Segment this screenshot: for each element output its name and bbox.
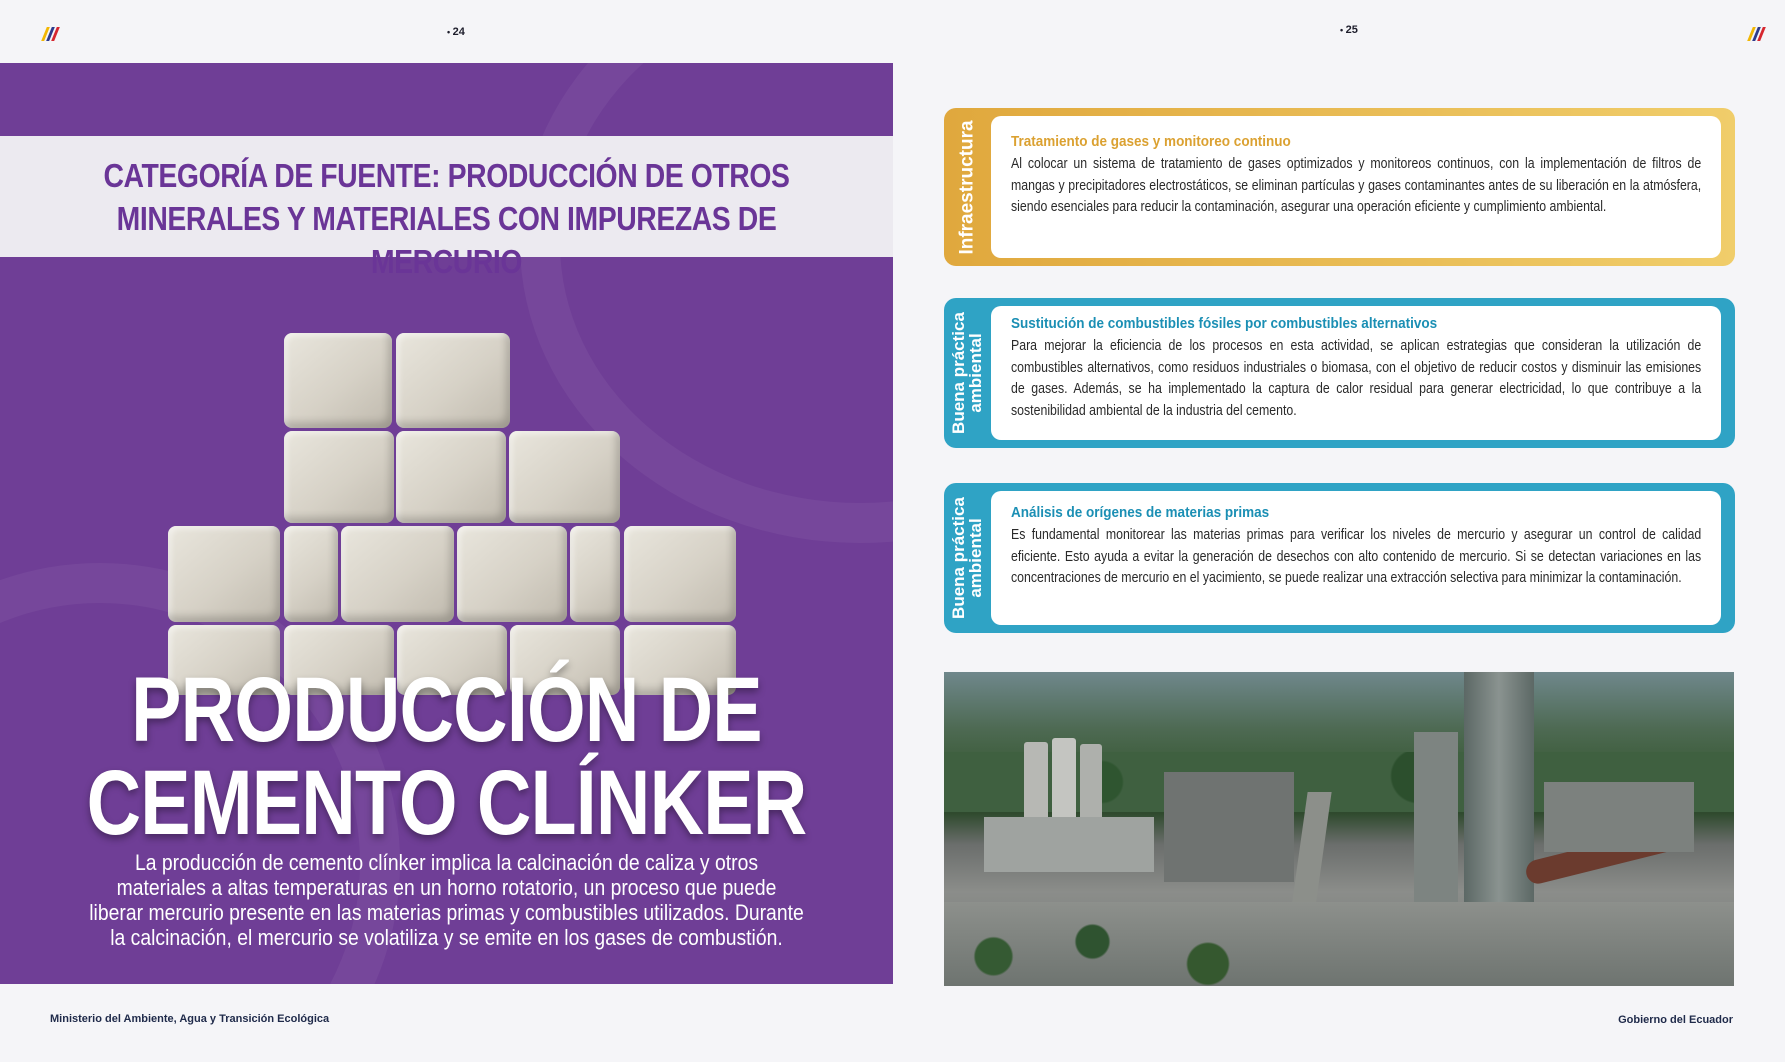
page-number-right: • 25 bbox=[1340, 24, 1358, 36]
category-title-line-2: MINERALES Y MATERIALES CON IMPUREZAS DE MERCURIO bbox=[116, 200, 777, 280]
photo-tower bbox=[1414, 732, 1458, 912]
tab-label-buena-practica bbox=[950, 497, 984, 619]
page-number-left: • 24 bbox=[447, 26, 465, 38]
card-body: Al colocar un sistema de tratamiento de gases optimizados y monitoreos continuos, con la implementación de filtros de mangas y precipitadores electrostáticos, se eliminan partículas y gases contaminantes antes de su liberación en la atmósfera, siendo esenciales para reducir la contaminación, asegurar una operación eficiente y cumplimiento ambiental. bbox=[1011, 156, 1702, 215]
card-heading: Análisis de orígenes de materias primas bbox=[1011, 504, 1270, 521]
card-body: Es fundamental monitorear las materias primas para verificar los niveles de mercurio y asegurar un control de calidad eficiente. Esto ayuda a evitar la generación de desechos con alto contenido de mercurio. Si se detectan variaciones en las concentraciones de mercurio en el yacimiento, se puede realizar una extracción selectiva para minimizar la contaminación. bbox=[1011, 527, 1702, 586]
practice-card-gas-treatment bbox=[944, 108, 1735, 266]
block bbox=[509, 431, 620, 523]
tab-label-line-1: Buena práctica bbox=[949, 497, 969, 619]
photo-silo bbox=[1052, 738, 1076, 824]
card-content bbox=[991, 306, 1721, 440]
photo-silo bbox=[1024, 742, 1048, 822]
photo-trees bbox=[944, 912, 1274, 986]
photo-silo bbox=[1080, 744, 1102, 822]
block bbox=[396, 431, 506, 523]
footer-government: Gobierno del Ecuador bbox=[1618, 1014, 1733, 1026]
block bbox=[457, 526, 567, 622]
photo-building bbox=[1544, 782, 1694, 852]
practice-card-alternative-fuels bbox=[944, 298, 1735, 448]
practice-card-raw-materials bbox=[944, 483, 1735, 633]
tab-label-line-2: ambiental bbox=[966, 518, 986, 598]
block bbox=[284, 333, 392, 428]
card-heading: Tratamiento de gases y monitoreo continuo bbox=[1011, 133, 1291, 150]
tab-label-infraestructura: Infraestructura bbox=[956, 119, 978, 255]
card-content bbox=[991, 116, 1721, 258]
category-title-band bbox=[0, 136, 893, 280]
tab-label-buena-practica bbox=[950, 312, 984, 434]
card-content bbox=[991, 491, 1721, 625]
cement-plant-aerial-photo bbox=[944, 672, 1734, 986]
photo-tower bbox=[1464, 672, 1534, 912]
block bbox=[570, 526, 620, 622]
card-heading: Sustitución de combustibles fósiles por combustibles alternativos bbox=[1011, 315, 1438, 332]
main-title-line-2: CEMENTO CLÍNKER bbox=[86, 752, 807, 854]
photo-building bbox=[1164, 772, 1294, 882]
category-title-line-1: CATEGORÍA DE FUENTE: PRODUCCIÓN DE OTROS bbox=[103, 157, 790, 194]
block bbox=[284, 431, 394, 523]
logo-stripes-left-icon bbox=[40, 27, 62, 41]
tab-label-line-2: ambiental bbox=[966, 333, 986, 413]
main-title-line-1: PRODUCCIÓN DE bbox=[131, 659, 762, 761]
category-title bbox=[63, 154, 831, 283]
card-category-tab bbox=[944, 483, 990, 633]
block bbox=[284, 526, 338, 622]
block bbox=[624, 526, 736, 622]
card-category-tab bbox=[944, 298, 990, 448]
logo-stripes-right-icon bbox=[1746, 27, 1768, 41]
block bbox=[396, 333, 510, 428]
footer-ministry: Ministerio del Ambiente, Agua y Transición Ecológica bbox=[50, 1013, 330, 1025]
card-category-tab bbox=[944, 108, 990, 266]
card-body: Para mejorar la eficiencia de los procesos en esta actividad, se aplican estrategias que consideran la utilización de combustibles alternativos, como residuos industriales o biomasa, con el objetivo de reducir costos y disminuir las emisiones de gases. Además, se ha implementado la captura de calor residual para generar electricidad, lo que contribuye a la sostenibilidad ambiental de la industria del cemento. bbox=[1011, 338, 1702, 419]
photo-building bbox=[984, 817, 1154, 872]
block bbox=[168, 526, 280, 622]
intro-paragraph: La producción de cemento clínker implica la calcinación de caliza y otros materiales a altas temperaturas en un horno rotatorio, un proceso que puede liberar mercurio presente en las materias primas y combustibles utilizados. Durante la calcinación, el mercurio se volatiliza y se emite en los gases de combustión. bbox=[89, 850, 804, 950]
tab-label-line-1: Buena práctica bbox=[949, 312, 969, 434]
left-page-panel bbox=[0, 63, 893, 984]
block bbox=[341, 526, 454, 622]
